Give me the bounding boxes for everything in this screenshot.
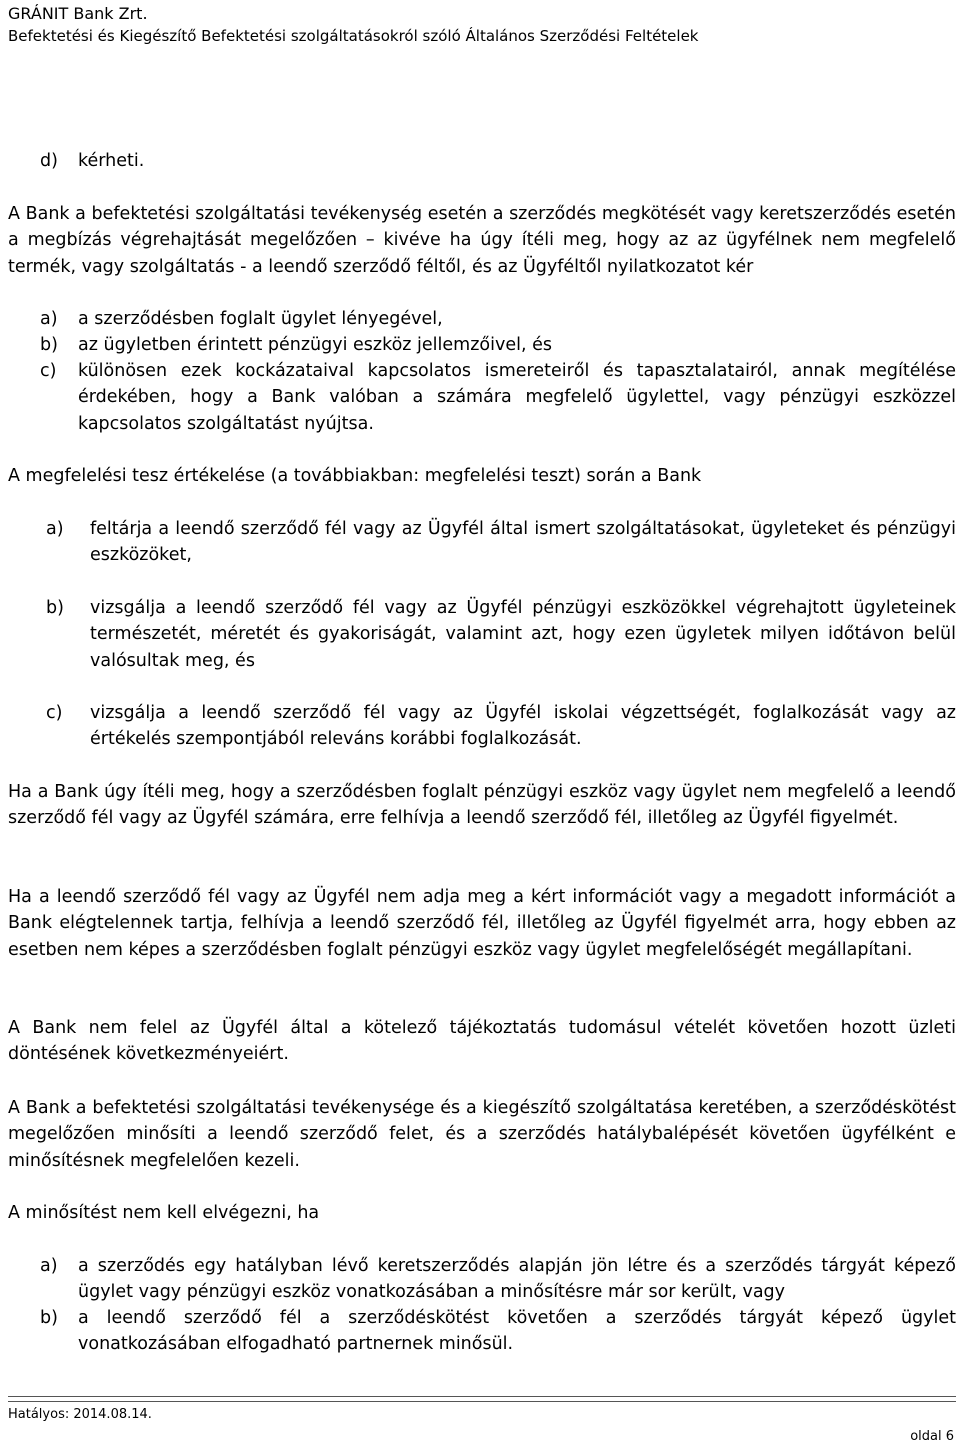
header-document-title: Befektetési és Kiegészítő Befektetési szolgáltatásokról szóló Általános Szerződési Feltételek (8, 27, 699, 45)
list-item: különösen ezek kockázataival kapcsolatos ismereteiről és tapasztalatairól, annak megítélése érdekében, hogy a Bank valóban a számára megfelelő ügylettel, vagy pénzügyi eszközzel kapcsolatos szolgáltatást nyújtsa. (78, 361, 956, 434)
list-item: vizsgálja a leendő szerződő fél vagy az Ügyfél pénzügyi eszközökkel végrehajtott ügyleteinek természetét, méretét és gyakoriságát, valamint azt, hogy ezen ügyletek milyen időtávon belül valósultak meg, és (90, 598, 956, 671)
paragraph-unsuitable: Ha a Bank úgy ítéli meg, hogy a szerződésben foglalt pénzügyi eszköz vagy ügylet nem megfelelő a leendő szerződő fél vagy az Ügyfél számára, erre felhívja a leendő szerződő fél, illetőleg az Ügyfél figyelmét. (8, 782, 956, 829)
list-label: d) (40, 151, 58, 171)
list-label: b) (40, 335, 58, 355)
footer-page-number: oldal 6 (910, 1429, 954, 1444)
list-text: kérheti. (78, 151, 145, 171)
list-label: a) (40, 1256, 58, 1276)
footer-effective-date: Hatályos: 2014.08.14. (8, 1407, 152, 1422)
paragraph-exemption-intro: A minősítést nem kell elvégezni, ha (8, 1203, 320, 1223)
list-label: b) (40, 1308, 58, 1328)
paragraph-test-intro: A megfelelési tesz értékelése (a továbbiakban: megfelelési teszt) során a Bank (8, 466, 702, 486)
header-company: GRÁNIT Bank Zrt. (8, 4, 148, 23)
list-item: vizsgálja a leendő szerződő fél vagy az Ügyfél iskolai végzettségét, foglalkozását vagy az értékelés szempontjából releváns korábbi foglalkozását. (90, 703, 956, 750)
list-item: az ügyletben érintett pénzügyi eszköz jellemzőivel, és (78, 335, 552, 355)
list-item: a leendő szerződő fél a szerződéskötést követően a szerződés tárgyát képező ügylet vonatkozásában elfogadható partnernek minősül. (78, 1308, 956, 1355)
list-item: feltárja a leendő szerződő fél vagy az Ügyfél által ismert szolgáltatásokat, ügyleteket és pénzügyi eszközöket, (90, 519, 956, 566)
paragraph-liability: A Bank nem felel az Ügyfél által a kötelező tájékoztatás tudomásul vételét követően hozott üzleti döntésének következményeiért. (8, 1018, 956, 1065)
list-label: c) (46, 703, 63, 723)
footer-divider (8, 1396, 956, 1402)
list-label: c) (40, 361, 57, 381)
paragraph-classification: A Bank a befektetési szolgáltatási tevékenysége és a kiegészítő szolgáltatása keretében, a szerződéskötést megelőzően minősíti a leendő szerződő felet, és a szerződés hatálybalépését követően ügyfélként e minősítésnek megfelelően kezeli. (8, 1098, 956, 1171)
paragraph-missing-info: Ha a leendő szerződő fél vagy az Ügyfél nem adja meg a kért információt vagy a megadott információt a Bank elégtelennek tartja, felhívja a leendő szerződő fél, illetőleg az Ügyfél figyelmét arra, hogy ebben az esetben nem képes a szerződésben foglalt pénzügyi eszköz vagy ügylet megfelelőségét megállapítani. (8, 887, 956, 960)
list-item: a szerződés egy hatályban lévő keretszerződés alapján jön létre és a szerződés tárgyát képező ügylet vagy pénzügyi eszköz vonatkozásában a minősítésre már sor került, vagy (78, 1256, 956, 1303)
list-label: a) (46, 519, 64, 539)
list-label: b) (46, 598, 64, 618)
paragraph-intro: A Bank a befektetési szolgáltatási tevékenység esetén a szerződés megkötését vagy keretszerződés esetén a megbízás végrehajtását megelőzően – kivéve ha úgy ítéli meg, hogy az az ügyfélnek nem megfelelő termék, vagy szolgáltatás - a leendő szerződő féltől, és az Ügyféltől nyilatkozatot kér (8, 204, 956, 277)
list-label: a) (40, 309, 58, 329)
list-item: a szerződésben foglalt ügylet lényegével, (78, 309, 443, 329)
